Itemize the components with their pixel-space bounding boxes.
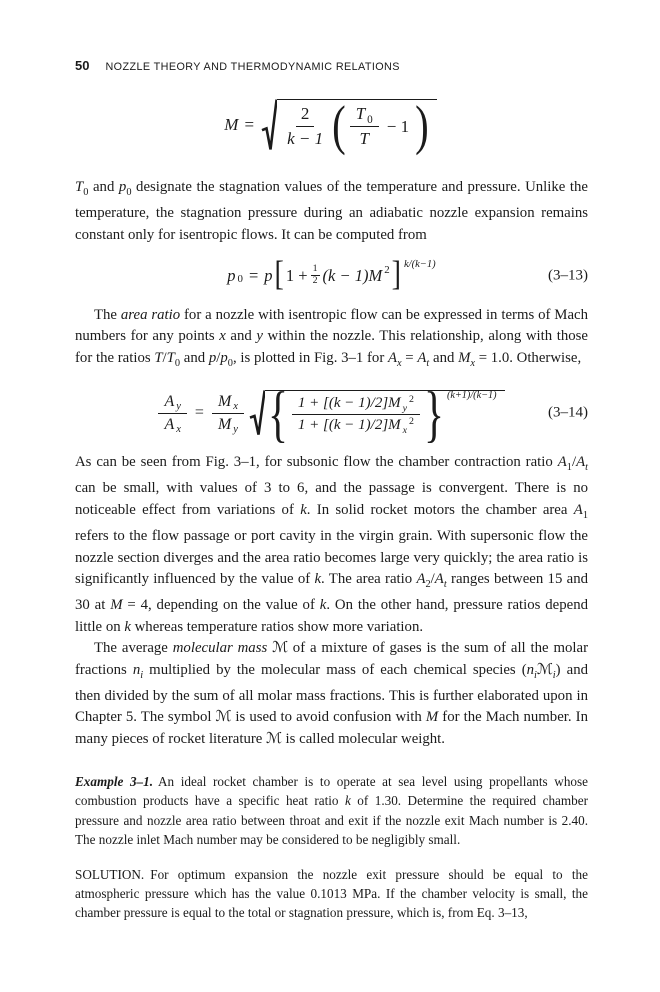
- denominator: 1 + [(k − 1)/2]M $_x^2$: [297, 416, 414, 436]
- equals-sign: =: [248, 265, 259, 285]
- example-label: Example 3–1.: [75, 774, 154, 790]
- close-bracket: ]: [391, 255, 401, 295]
- eq-term: 1 +: [285, 265, 308, 285]
- eq-lhs: M: [224, 115, 239, 134]
- page-number: 50: [75, 58, 90, 73]
- square-root: [249, 379, 506, 449]
- numerator: M $_x$: [212, 393, 244, 414]
- equals-sign: =: [244, 115, 255, 134]
- fraction-T0-over-T: [350, 104, 379, 149]
- eq-term: (k − 1)M: [322, 265, 383, 285]
- denominator: k − 1: [287, 129, 324, 148]
- close-brace: }: [423, 379, 444, 449]
- radical-sign-icon: [249, 390, 265, 436]
- fraction-Ay-over-Ax: [158, 393, 186, 434]
- numerator: T $_0$: [350, 104, 379, 127]
- equation-mach-number: [75, 95, 588, 156]
- paragraph-stagnation-values: $T_0$ and $p_0$ designate the stagnation values of the temperature and pressure. Unlike the temperature, the stagnation pressure during an adiabatic nozzle expansion remains constant only for isentropic flows. It can be computed from: [75, 179, 588, 243]
- solution-paragraph: [75, 865, 588, 923]
- superscript: 2: [384, 263, 390, 276]
- denominator: 2: [312, 275, 318, 287]
- denominator: A $_x$: [164, 415, 181, 436]
- numerator: 1: [312, 263, 318, 275]
- fraction-Mx-over-My: [212, 393, 244, 434]
- minus-one-term: − 1: [386, 116, 410, 136]
- fraction-mach-ratio: [292, 395, 420, 434]
- eq-lhs: p: [227, 265, 236, 285]
- example-paragraph: [75, 772, 588, 849]
- one-half-fraction: [311, 264, 320, 287]
- subscript: 0: [237, 272, 243, 285]
- solution-text: For optimum expansion the nozzle exit pressure should be equal to the atmospheric pressure which has the value 0.1013 MPa. If the chamber velocity is small, the chamber pressure is equal to the total or stagnation pressure, which is, from Eq. 3–13,: [75, 867, 588, 921]
- page-header: [75, 58, 588, 73]
- equation-3-14: [75, 379, 588, 449]
- paragraph-molecular-mass: The average molecular mass ℳ of a mixture of gases is the sum of all the molar fractions $n_i$ multiplied by the molecular mass of each chemical species $(n_iℳ_i)$ and then divided by the sum of all molar mass fractions. This is further elaborated upon in Chapter 5. The symbol ℳ is used to avoid confusion with M for the Mach number. In many pieces of rocket literature ℳ is called molecular weight.: [75, 640, 588, 747]
- denominator: T: [359, 129, 369, 148]
- running-head-title: NOZZLE THEORY AND THERMODYNAMIC RELATIONS: [105, 61, 400, 73]
- close-paren: ): [415, 95, 429, 156]
- numerator: 1 + [(k − 1)/2]M $_y^2$: [292, 395, 420, 415]
- example-text: An ideal rocket chamber is to operate at sea level using propellants whose combustion products have a specific heat ratio k of 1.30. Determine the required chamber pressure and nozzle area ratio between throat and exit if the nozzle exit Mach number is 2.40. The nozzle inlet Mach number may be considered to be negligibly small.: [75, 774, 588, 847]
- numerator: A $_y$: [158, 393, 186, 414]
- eq-term: p: [264, 265, 273, 285]
- paragraph-area-ratio: The area ratio for a nozzle with isentropic flow can be expressed in terms of Mach numbers for any points x and y within the nozzle. This relationship, along with those for the ratios $T/T_0$ and $p/p_0$, is plotted in Fig. 3–1 for $A_x = A_t$ and $M_x = 1.0$. Otherwise,: [75, 306, 588, 369]
- equation-number: (3–13): [548, 267, 588, 284]
- denominator: M $_y$: [217, 415, 238, 436]
- exponent: (k+1)/(k−1): [446, 390, 497, 402]
- fraction-two-over-k-minus-1: [282, 104, 328, 149]
- square-root: [261, 95, 438, 156]
- paragraph-contraction-ratio: As can be seen from Fig. 3–1, for subsonic flow the chamber contraction ratio $A_1/A_t$ can be small, with values of 3 to 6, and the passage is convergent. There is no noticeable effect from variations of k. In solid rocket motors the chamber area $A_1$ refers to the flow passage or port cavity in the virgin grain. With supersonic flow the nozzle section diverges and the area ratio becomes large very quickly; the area ratio is significantly influenced by the value of k. The area ratio $A_2/A_t$ ranges between 15 and 30 at M = 4, depending on the value of k. On the other hand, pressure ratios depend little on k whereas temperature ratios show more variation.: [75, 454, 589, 635]
- equals-sign: =: [194, 404, 204, 422]
- numerator: 2: [296, 104, 315, 127]
- equation-number: (3–14): [548, 404, 588, 421]
- open-brace: {: [267, 379, 288, 449]
- open-paren: (: [332, 95, 346, 156]
- exponent: k/(k−1): [403, 259, 436, 271]
- equation-3-13: [75, 255, 588, 295]
- open-bracket: [: [274, 255, 284, 295]
- radical-sign-icon: [261, 99, 277, 151]
- solution-label: SOLUTION.: [75, 867, 145, 883]
